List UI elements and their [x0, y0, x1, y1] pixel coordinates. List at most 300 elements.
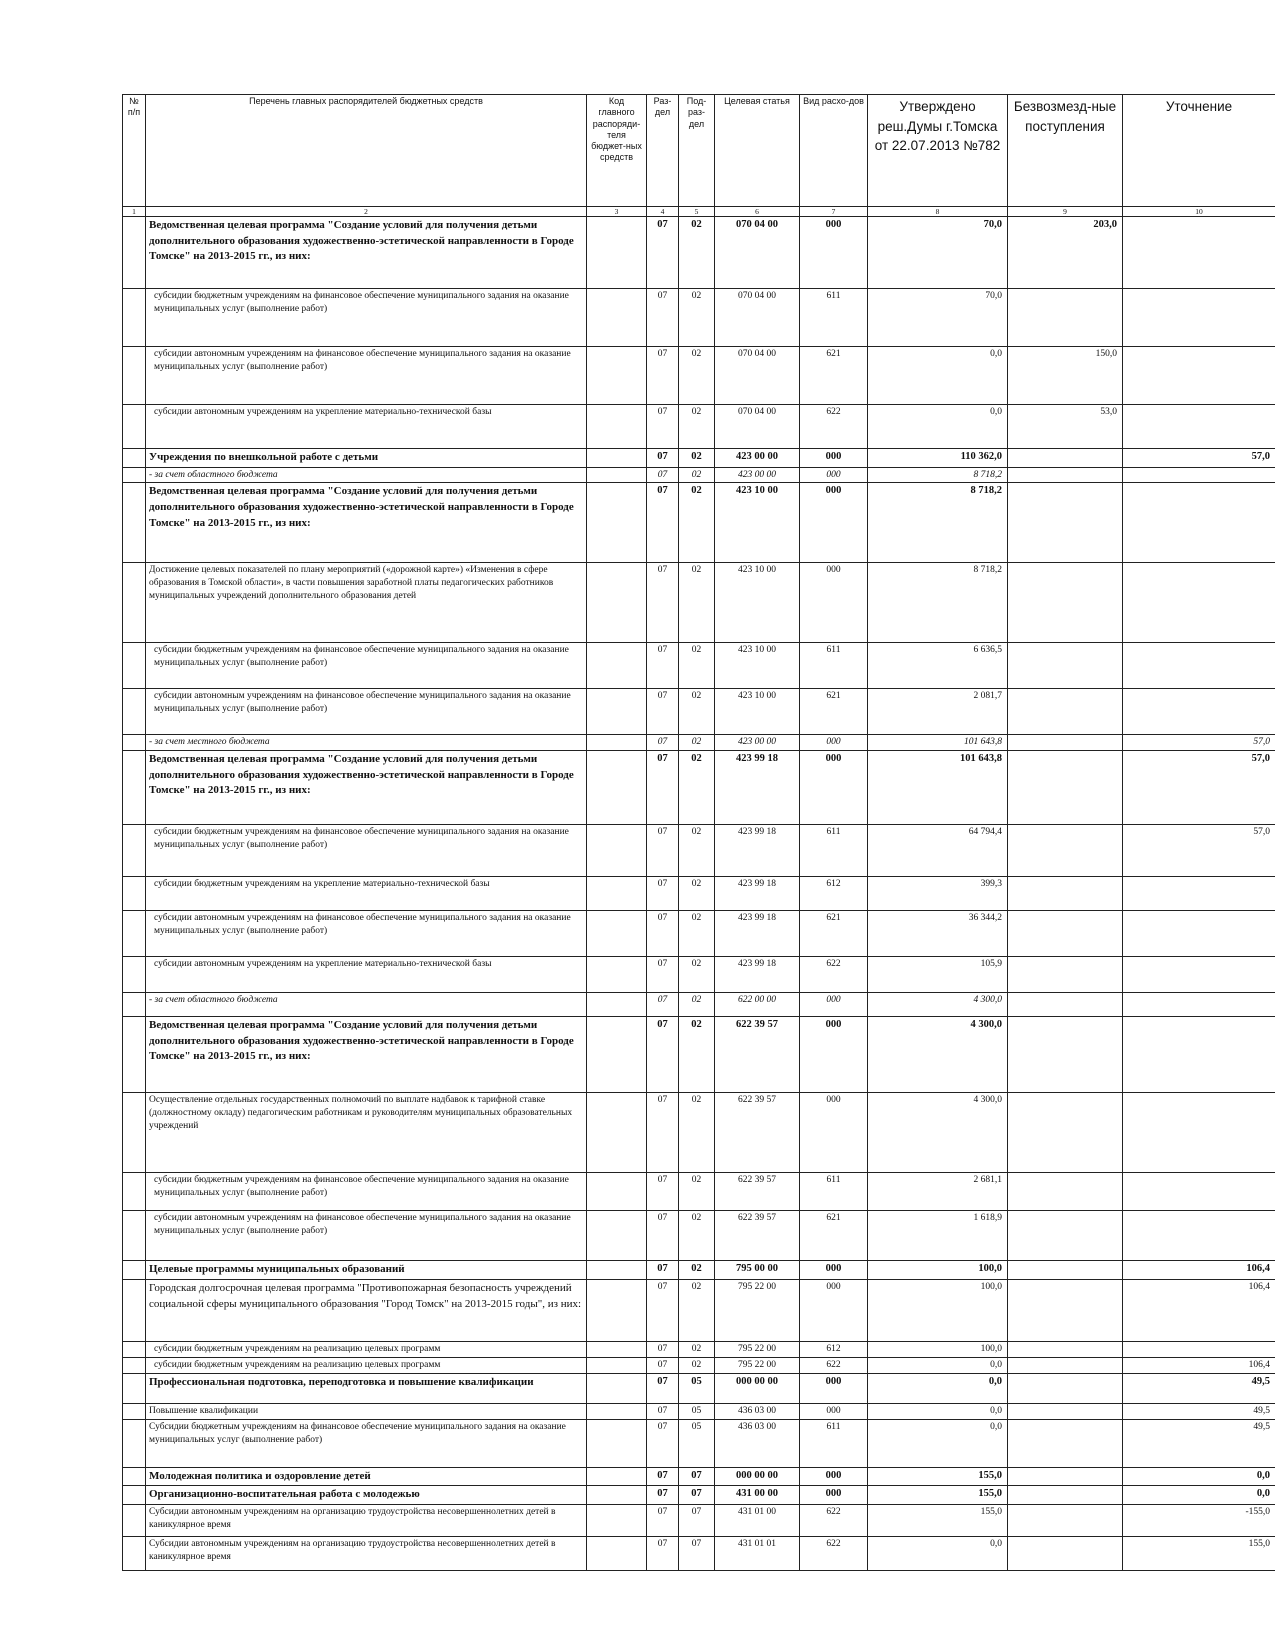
cell-bezv: [1008, 1486, 1123, 1505]
cell-name: субсидии автономным учреждениям на финансовое обеспечение муниципального задания на оказание муниципальных услуг (выполнение работ): [146, 1211, 587, 1261]
cell-utv: 0,0: [868, 1537, 1008, 1571]
cell-num: [123, 467, 146, 483]
cell-utoch: 57,0: [1123, 735, 1275, 751]
cell-statya: 431 00 00: [715, 1486, 800, 1505]
cell-utv: 155,0: [868, 1505, 1008, 1537]
table-row: [123, 877, 1275, 911]
cell-statya: 000 00 00: [715, 1467, 800, 1486]
cell-podrazdel: 05: [679, 1403, 715, 1419]
cell-vid: 611: [800, 289, 868, 347]
cell-utv: 100,0: [868, 1279, 1008, 1341]
cell-utv: 110 362,0: [868, 449, 1008, 468]
header-razdel: Раз-дел: [647, 95, 679, 207]
cell-name: Профессиональная подготовка, переподготовка и повышение квалификации: [146, 1373, 587, 1403]
header-name: Перечень главных распорядителей бюджетных средств: [146, 95, 587, 207]
cell-vid: 000: [800, 1261, 868, 1280]
cell-vid: 000: [800, 735, 868, 751]
cell-bezv: 150,0: [1008, 347, 1123, 405]
cell-utv: 100,0: [868, 1261, 1008, 1280]
cell-razdel: 07: [647, 1341, 679, 1357]
cell-statya: 070 04 00: [715, 289, 800, 347]
cell-razdel: 07: [647, 483, 679, 563]
cell-name: субсидии бюджетным учреждениям на финансовое обеспечение муниципального задания на оказание муниципальных услуг (выполнение работ): [146, 1173, 587, 1211]
cell-bezv: [1008, 563, 1123, 643]
cell-code: [587, 1357, 647, 1373]
cell-podrazdel: 02: [679, 877, 715, 911]
cell-num: [123, 289, 146, 347]
cell-podrazdel: 05: [679, 1419, 715, 1467]
cell-name: Городская долгосрочная целевая программа "Противопожарная безопасность учреждений социальной сферы муниципального образования "Город Томск" на 2013-2015 годы", из них:: [146, 1279, 587, 1341]
cell-statya: 436 03 00: [715, 1403, 800, 1419]
cell-name: Ведомственная целевая программа "Создание условий для получения детьми дополнительного образования художественно-эстетической направленности в Городе Томске" на 2013-2015 гг., из них:: [146, 217, 587, 289]
cell-vid: 000: [800, 563, 868, 643]
cell-bezv: [1008, 289, 1123, 347]
cell-code: [587, 957, 647, 993]
cell-razdel: 07: [647, 1467, 679, 1486]
cell-code: [587, 1341, 647, 1357]
cell-utv: 8 718,2: [868, 467, 1008, 483]
cell-razdel: 07: [647, 1357, 679, 1373]
cell-vid: 000: [800, 1467, 868, 1486]
cell-vid: 000: [800, 483, 868, 563]
cell-name: субсидии автономным учреждениям на финансовое обеспечение муниципального задания на оказание муниципальных услуг (выполнение работ): [146, 347, 587, 405]
cell-vid: 000: [800, 1373, 868, 1403]
cell-utoch: 0,0: [1123, 1467, 1275, 1486]
cell-utv: 101 643,8: [868, 735, 1008, 751]
cell-vid: 000: [800, 1093, 868, 1173]
cell-utv: 70,0: [868, 217, 1008, 289]
budget-sheet: [122, 94, 1275, 1571]
cell-num: [123, 483, 146, 563]
cell-num: [123, 1093, 146, 1173]
cell-statya: 622 00 00: [715, 993, 800, 1017]
table-row: [123, 217, 1275, 289]
table-row: [123, 957, 1275, 993]
cell-razdel: 07: [647, 1505, 679, 1537]
cell-code: [587, 643, 647, 689]
cell-razdel: 07: [647, 735, 679, 751]
cell-bezv: [1008, 1261, 1123, 1280]
cell-vid: 000: [800, 1017, 868, 1093]
cell-vid: 000: [800, 993, 868, 1017]
cell-num: [123, 1211, 146, 1261]
cell-bezv: [1008, 751, 1123, 825]
cell-podrazdel: 05: [679, 1373, 715, 1403]
cell-utoch: [1123, 289, 1275, 347]
table-body: [123, 217, 1275, 1571]
cell-code: [587, 993, 647, 1017]
cell-utv: 0,0: [868, 1403, 1008, 1419]
cell-statya: 423 00 00: [715, 467, 800, 483]
cell-code: [587, 1093, 647, 1173]
cell-vid: 612: [800, 1341, 868, 1357]
cell-utoch: 49,5: [1123, 1373, 1275, 1403]
cell-podrazdel: 02: [679, 1261, 715, 1280]
table-row: [123, 735, 1275, 751]
cell-podrazdel: 02: [679, 1211, 715, 1261]
cell-podrazdel: 02: [679, 751, 715, 825]
cell-name: Ведомственная целевая программа "Создание условий для получения детьми дополнительного образования художественно-эстетической направленности в Городе Томске" на 2013-2015 гг., из них:: [146, 1017, 587, 1093]
cell-statya: 423 10 00: [715, 643, 800, 689]
cell-num: [123, 1341, 146, 1357]
cell-podrazdel: 02: [679, 735, 715, 751]
cell-utoch: 49,5: [1123, 1419, 1275, 1467]
cell-num: [123, 1505, 146, 1537]
cell-statya: 622 39 57: [715, 1211, 800, 1261]
cell-utoch: -155,0: [1123, 1505, 1275, 1537]
cell-num: [123, 1403, 146, 1419]
header-code: Код главного распоряди-теля бюджет-ных средств: [587, 95, 647, 207]
cell-utv: 0,0: [868, 405, 1008, 449]
table-row: [123, 289, 1275, 347]
cell-podrazdel: 02: [679, 689, 715, 735]
cell-statya: 795 00 00: [715, 1261, 800, 1280]
cell-statya: 423 00 00: [715, 735, 800, 751]
cell-utv: 100,0: [868, 1341, 1008, 1357]
cell-name: Организационно-воспитательная работа с молодежью: [146, 1486, 587, 1505]
cell-bezv: [1008, 877, 1123, 911]
cell-razdel: 07: [647, 1403, 679, 1419]
cell-utoch: 57,0: [1123, 825, 1275, 877]
table-row: [123, 1093, 1275, 1173]
table-row: [123, 1279, 1275, 1341]
cell-podrazdel: 07: [679, 1505, 715, 1537]
cell-utv: 0,0: [868, 1373, 1008, 1403]
cell-vid: 000: [800, 1403, 868, 1419]
cell-utv: 0,0: [868, 347, 1008, 405]
cell-code: [587, 483, 647, 563]
cell-utv: 2 081,7: [868, 689, 1008, 735]
cell-podrazdel: 02: [679, 911, 715, 957]
cell-utoch: [1123, 1093, 1275, 1173]
cell-name: Достижение целевых показателей по плану мероприятий («дорожной карте») «Изменения в сфере образования в Томской области», в части повышения заработной платы педагогических работников муниципальных учреждений дополнительного образования детей: [146, 563, 587, 643]
header-vid: Вид расхо-дов: [800, 95, 868, 207]
cell-razdel: 07: [647, 643, 679, 689]
cell-utv: 4 300,0: [868, 1017, 1008, 1093]
cell-code: [587, 289, 647, 347]
cell-utv: 105,9: [868, 957, 1008, 993]
cell-num: [123, 1279, 146, 1341]
cell-razdel: 07: [647, 825, 679, 877]
cell-bezv: [1008, 1279, 1123, 1341]
cell-utoch: 155,0: [1123, 1537, 1275, 1571]
cell-razdel: 07: [647, 1537, 679, 1571]
cell-utoch: [1123, 217, 1275, 289]
cell-utv: 64 794,4: [868, 825, 1008, 877]
cell-name: субсидии бюджетным учреждениям на укрепление материально-технической базы: [146, 877, 587, 911]
cell-statya: 431 01 00: [715, 1505, 800, 1537]
cell-name: Повышение квалификации: [146, 1403, 587, 1419]
table-row: [123, 1173, 1275, 1211]
table-row: [123, 449, 1275, 468]
cell-utv: 6 636,5: [868, 643, 1008, 689]
cell-name: Субсидии автономным учреждениям на организацию трудоустройства несовершеннолетних детей в каникулярное время: [146, 1537, 587, 1571]
cell-code: [587, 449, 647, 468]
table-row: [123, 405, 1275, 449]
cell-razdel: 07: [647, 467, 679, 483]
cell-statya: 070 04 00: [715, 405, 800, 449]
cell-num: [123, 1357, 146, 1373]
header-utv: Утверждено реш.Думы г.Томска от 22.07.2013 №782: [868, 95, 1008, 207]
cell-num: [123, 825, 146, 877]
cell-utv: 0,0: [868, 1357, 1008, 1373]
table-row: [123, 1373, 1275, 1403]
table-row: [123, 1403, 1275, 1419]
cell-podrazdel: 02: [679, 1173, 715, 1211]
cell-name: субсидии бюджетным учреждениям на финансовое обеспечение муниципального задания на оказание муниципальных услуг (выполнение работ): [146, 825, 587, 877]
cell-vid: 622: [800, 1505, 868, 1537]
cell-utv: 2 681,1: [868, 1173, 1008, 1211]
cell-num: [123, 993, 146, 1017]
cell-vid: 000: [800, 1486, 868, 1505]
cell-name: - за счет местного бюджета: [146, 735, 587, 751]
cell-code: [587, 1505, 647, 1537]
cell-code: [587, 911, 647, 957]
cell-bezv: [1008, 825, 1123, 877]
cell-num: [123, 877, 146, 911]
cell-statya: 431 01 01: [715, 1537, 800, 1571]
cell-podrazdel: 02: [679, 347, 715, 405]
cell-name: Молодежная политика и оздоровление детей: [146, 1467, 587, 1486]
table-row: [123, 1261, 1275, 1280]
cell-podrazdel: 02: [679, 467, 715, 483]
col-number: 9: [1008, 207, 1123, 217]
col-number: 2: [146, 207, 587, 217]
table-row: [123, 483, 1275, 563]
cell-statya: 423 99 18: [715, 957, 800, 993]
cell-name: - за счет областного бюджета: [146, 467, 587, 483]
cell-utoch: [1123, 1211, 1275, 1261]
cell-utoch: [1123, 643, 1275, 689]
table-row: [123, 1505, 1275, 1537]
cell-name: субсидии бюджетным учреждениям на реализацию целевых программ: [146, 1341, 587, 1357]
cell-razdel: 07: [647, 877, 679, 911]
cell-razdel: 07: [647, 689, 679, 735]
cell-utoch: [1123, 1341, 1275, 1357]
cell-name: субсидии автономным учреждениям на укрепление материально-технической базы: [146, 405, 587, 449]
cell-statya: 795 22 00: [715, 1341, 800, 1357]
table-row: [123, 751, 1275, 825]
cell-razdel: 07: [647, 1173, 679, 1211]
cell-bezv: [1008, 1173, 1123, 1211]
header-statya: Целевая статья: [715, 95, 800, 207]
cell-statya: 622 39 57: [715, 1017, 800, 1093]
cell-num: [123, 1373, 146, 1403]
cell-utv: 399,3: [868, 877, 1008, 911]
cell-vid: 621: [800, 911, 868, 957]
col-number: 7: [800, 207, 868, 217]
cell-code: [587, 217, 647, 289]
cell-statya: 436 03 00: [715, 1419, 800, 1467]
cell-statya: 423 00 00: [715, 449, 800, 468]
cell-code: [587, 347, 647, 405]
cell-code: [587, 563, 647, 643]
cell-name: Субсидии автономным учреждениям на организацию трудоустройства несовершеннолетних детей в каникулярное время: [146, 1505, 587, 1537]
cell-bezv: [1008, 1341, 1123, 1357]
cell-vid: 621: [800, 689, 868, 735]
col-number: 1: [123, 207, 146, 217]
cell-razdel: 07: [647, 957, 679, 993]
cell-name: - за счет областного бюджета: [146, 993, 587, 1017]
cell-statya: 423 99 18: [715, 877, 800, 911]
cell-razdel: 07: [647, 1373, 679, 1403]
cell-razdel: 07: [647, 1211, 679, 1261]
cell-code: [587, 1261, 647, 1280]
cell-utv: 0,0: [868, 1419, 1008, 1467]
cell-code: [587, 1467, 647, 1486]
cell-utoch: [1123, 993, 1275, 1017]
cell-podrazdel: 02: [679, 957, 715, 993]
cell-utoch: [1123, 405, 1275, 449]
cell-podrazdel: 02: [679, 1357, 715, 1373]
cell-num: [123, 1467, 146, 1486]
table-header: [123, 95, 1275, 217]
cell-num: [123, 1261, 146, 1280]
cell-podrazdel: 02: [679, 825, 715, 877]
header-bezv: Безвозмезд-ные поступления: [1008, 95, 1123, 207]
cell-name: субсидии автономным учреждениям на финансовое обеспечение муниципального задания на оказание муниципальных услуг (выполнение работ): [146, 689, 587, 735]
cell-code: [587, 1279, 647, 1341]
cell-utv: 8 718,2: [868, 563, 1008, 643]
cell-utoch: 49,5: [1123, 1403, 1275, 1419]
cell-podrazdel: 07: [679, 1486, 715, 1505]
cell-utv: 1 618,9: [868, 1211, 1008, 1261]
cell-razdel: 07: [647, 1279, 679, 1341]
cell-utoch: 57,0: [1123, 751, 1275, 825]
col-number: 4: [647, 207, 679, 217]
cell-vid: 622: [800, 405, 868, 449]
cell-vid: 611: [800, 643, 868, 689]
cell-utv: 36 344,2: [868, 911, 1008, 957]
cell-razdel: 07: [647, 563, 679, 643]
cell-statya: 423 99 18: [715, 825, 800, 877]
cell-vid: 611: [800, 825, 868, 877]
cell-vid: 000: [800, 217, 868, 289]
cell-code: [587, 825, 647, 877]
cell-razdel: 07: [647, 1261, 679, 1280]
cell-code: [587, 1486, 647, 1505]
cell-razdel: 07: [647, 993, 679, 1017]
cell-utoch: [1123, 467, 1275, 483]
cell-razdel: 07: [647, 449, 679, 468]
cell-statya: 070 04 00: [715, 347, 800, 405]
cell-num: [123, 1173, 146, 1211]
cell-code: [587, 1537, 647, 1571]
cell-code: [587, 751, 647, 825]
table-row: [123, 1486, 1275, 1505]
table-row: [123, 689, 1275, 735]
cell-podrazdel: 02: [679, 1017, 715, 1093]
cell-num: [123, 1017, 146, 1093]
cell-num: [123, 217, 146, 289]
cell-name: субсидии бюджетным учреждениям на финансовое обеспечение муниципального задания на оказание муниципальных услуг (выполнение работ): [146, 643, 587, 689]
cell-podrazdel: 02: [679, 993, 715, 1017]
cell-podrazdel: 07: [679, 1537, 715, 1571]
cell-bezv: [1008, 911, 1123, 957]
cell-code: [587, 689, 647, 735]
cell-razdel: 07: [647, 1419, 679, 1467]
cell-utv: 155,0: [868, 1467, 1008, 1486]
cell-utoch: 0,0: [1123, 1486, 1275, 1505]
cell-podrazdel: 02: [679, 643, 715, 689]
cell-podrazdel: 02: [679, 483, 715, 563]
cell-bezv: [1008, 1373, 1123, 1403]
cell-statya: 423 99 18: [715, 751, 800, 825]
cell-razdel: 07: [647, 751, 679, 825]
cell-bezv: 53,0: [1008, 405, 1123, 449]
cell-vid: 000: [800, 1279, 868, 1341]
cell-utoch: [1123, 877, 1275, 911]
cell-bezv: [1008, 1537, 1123, 1571]
cell-vid: 612: [800, 877, 868, 911]
cell-vid: 621: [800, 347, 868, 405]
cell-vid: 621: [800, 1211, 868, 1261]
cell-utoch: [1123, 957, 1275, 993]
cell-num: [123, 1419, 146, 1467]
cell-name: Субсидии бюджетным учреждениям на финансовое обеспечение муниципального задания на оказание муниципальных услуг (выполнение работ): [146, 1419, 587, 1467]
cell-utoch: [1123, 689, 1275, 735]
table-row: [123, 1357, 1275, 1373]
cell-razdel: 07: [647, 1017, 679, 1093]
cell-statya: 795 22 00: [715, 1279, 800, 1341]
cell-num: [123, 643, 146, 689]
table-row: [123, 347, 1275, 405]
cell-num: [123, 405, 146, 449]
cell-code: [587, 405, 647, 449]
cell-podrazdel: 02: [679, 289, 715, 347]
cell-code: [587, 1211, 647, 1261]
table-row: [123, 911, 1275, 957]
cell-vid: 622: [800, 957, 868, 993]
cell-num: [123, 957, 146, 993]
cell-num: [123, 1486, 146, 1505]
cell-utoch: [1123, 563, 1275, 643]
cell-utv: 155,0: [868, 1486, 1008, 1505]
cell-num: [123, 911, 146, 957]
cell-utoch: [1123, 911, 1275, 957]
table-row: [123, 1467, 1275, 1486]
cell-bezv: [1008, 1419, 1123, 1467]
cell-bezv: [1008, 689, 1123, 735]
table-row: [123, 1341, 1275, 1357]
cell-razdel: 07: [647, 217, 679, 289]
cell-utoch: [1123, 347, 1275, 405]
cell-name: субсидии бюджетным учреждениям на реализацию целевых программ: [146, 1357, 587, 1373]
col-number: 10: [1123, 207, 1275, 217]
cell-code: [587, 1173, 647, 1211]
cell-podrazdel: 02: [679, 1279, 715, 1341]
cell-utv: 4 300,0: [868, 1093, 1008, 1173]
cell-bezv: [1008, 1357, 1123, 1373]
cell-utoch: 57,0: [1123, 449, 1275, 468]
table-row: [123, 1537, 1275, 1571]
cell-podrazdel: 02: [679, 405, 715, 449]
cell-num: [123, 449, 146, 468]
cell-name: субсидии автономным учреждениям на финансовое обеспечение муниципального задания на оказание муниципальных услуг (выполнение работ): [146, 911, 587, 957]
cell-statya: 622 39 57: [715, 1093, 800, 1173]
cell-bezv: [1008, 1505, 1123, 1537]
cell-utoch: [1123, 1017, 1275, 1093]
cell-bezv: [1008, 957, 1123, 993]
cell-num: [123, 1537, 146, 1571]
cell-razdel: 07: [647, 911, 679, 957]
cell-statya: 795 22 00: [715, 1357, 800, 1373]
cell-num: [123, 689, 146, 735]
cell-razdel: 07: [647, 405, 679, 449]
table-row: [123, 825, 1275, 877]
column-number-row: [123, 207, 1275, 217]
cell-bezv: [1008, 467, 1123, 483]
